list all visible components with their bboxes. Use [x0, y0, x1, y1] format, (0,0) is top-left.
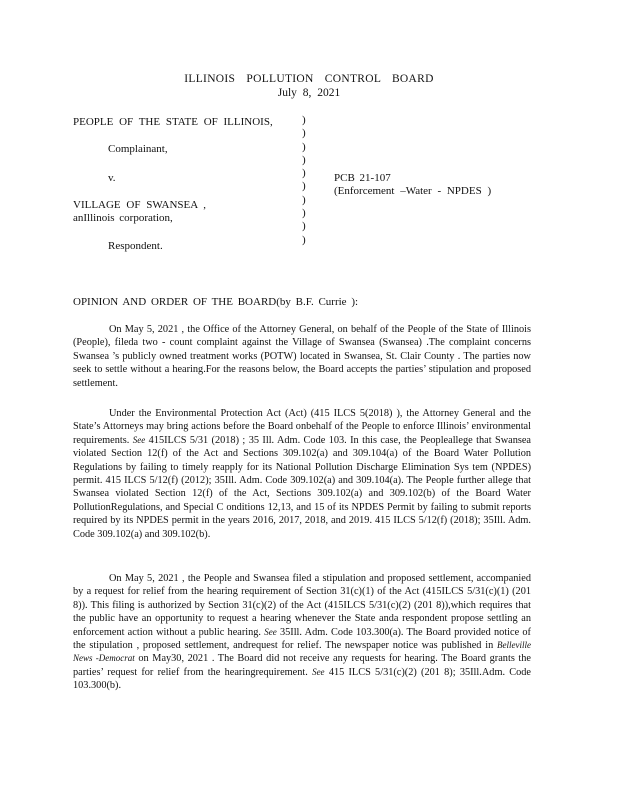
- see-citation-signal: See: [312, 666, 325, 677]
- paragraph-2-text-a: Under the Environmental Protection Act (Act) (415 ILCS 5(2018) ), the Attorney General and the State’s Attorneys may bring actions before the Board onbehalf of the People to enforce Illinois’ environmental requirements.: [73, 408, 531, 446]
- defendant-role: Respondent.: [108, 240, 163, 252]
- paragraph-3-text-a: On May 5, 2021 , the People and Swansea filed a stipulation and proposed settlement, accompanied by a request for relief from the hearing requirement of Section 31(c)(1) of the Act (415ILCS 5/31(c)(1) (201 8)). This filing is authorized by Section 31(c)(2) of the Act (415ILCS 5/31(c)(2) (201 8)),which requires that the public have an opportunity to request a hearing whenever the State anda respondent propose settling an enforcement action without a public hearing.: [73, 573, 531, 638]
- paragraph-3-text-d: 415 ILCS 5/31(c)(2) (201 8); 35Ill.Adm. Code 103.300(b).: [73, 666, 531, 692]
- plaintiff-role: Complainant,: [108, 143, 168, 155]
- paragraph-3-text-b: 35Ill. Adm. Code 103.300(a). The Board provided notice of the stipulation , proposed settlement, andrequest for relief. The newspaper notice was published in: [73, 626, 531, 652]
- paragraph-1-text: On May 5, 2021 , the Office of the Attorney General, on behalf of the People of the State of Illinois (People), fileda two - count complaint against the Village of Swansea (Swansea) .The complaint concerns Swansea ’s publicly owned treatment works (POTW) located in Swansea, St. Clair County . The parties now seek to settle without a hearing.For the reasons below, the Board accepts the parties’ stipulation and proposed settlement.: [73, 324, 531, 389]
- paragraph-2-text-b: 415ILCS 5/31 (2018) ; 35 Ill. Adm. Code 103. In this case, the Peopleallege that Swansea violated Section 12(f) of the Act and Sections 309.102(a) and 309.104(a) of the Board Water Pollution Regulations by failing to timely reapply for its National Pollution Discharge Elimination Sys tem (NPDES) permit. 415 ILCS 5/12(f) (2012); 35Ill. Adm. Code 309.102(a) and 309.104(a). The People further allege that Swansea violated Section 12(f) of the Act, Sections 309.102(a) and 309.102(b) of the Board Water PollutionRegulations, and Special C onditions 12,13, and 15 of its NPDES Permit by failing to submit reports required by its NPDES permit in the years 2016, 2017, 2018, and 2019. 415 ILCS 5/12(f) (2018); 35Ill. Adm. Code 309.102(a) and 309.102(b).: [73, 434, 531, 540]
- caption-paren: ): [302, 233, 306, 246]
- see-citation-signal: See: [264, 626, 277, 637]
- decision-date: July 8, 2021: [277, 87, 341, 99]
- defendant-name: VILLAGE OF SWANSEA ,: [73, 199, 207, 211]
- opinion-paragraph-1: [73, 323, 531, 390]
- opinion-paragraph-3: [73, 572, 531, 693]
- caption-paren: ): [302, 127, 306, 140]
- caption-paren: ): [302, 140, 306, 153]
- caption-paren: ): [302, 153, 306, 166]
- board-name-heading: ILLINOIS POLLUTION CONTROL BOARD: [184, 73, 434, 85]
- defendant-description: anIllinois corporation,: [73, 212, 173, 224]
- opinion-heading: OPINION AND ORDER OF THE BOARD(by B.F. Currie ):: [73, 296, 359, 308]
- newspaper-name: Belleville News -Democrat: [73, 640, 532, 664]
- caption-paren: ): [302, 193, 306, 206]
- see-citation-signal: See: [132, 434, 146, 445]
- versus-label: v.: [108, 172, 116, 184]
- plaintiff-name: PEOPLE OF THE STATE OF ILLINOIS,: [73, 116, 273, 128]
- caption-paren: ): [302, 180, 306, 193]
- caption-paren: ): [302, 114, 306, 126]
- caption-paren: ): [302, 167, 306, 180]
- case-number: PCB 21-107: [334, 172, 391, 184]
- caption-paren-column: [302, 114, 306, 247]
- case-type: (Enforcement –Water - NPDES ): [334, 185, 492, 197]
- paragraph-3-text-c: on May30, 2021 . The Board did not receive any requests for hearing. The Board grants the parties’ request for relief from the hearingrequirement.: [73, 653, 532, 678]
- caption-paren: ): [302, 220, 306, 233]
- opinion-paragraph-2: [73, 407, 531, 541]
- caption-paren: ): [302, 207, 306, 220]
